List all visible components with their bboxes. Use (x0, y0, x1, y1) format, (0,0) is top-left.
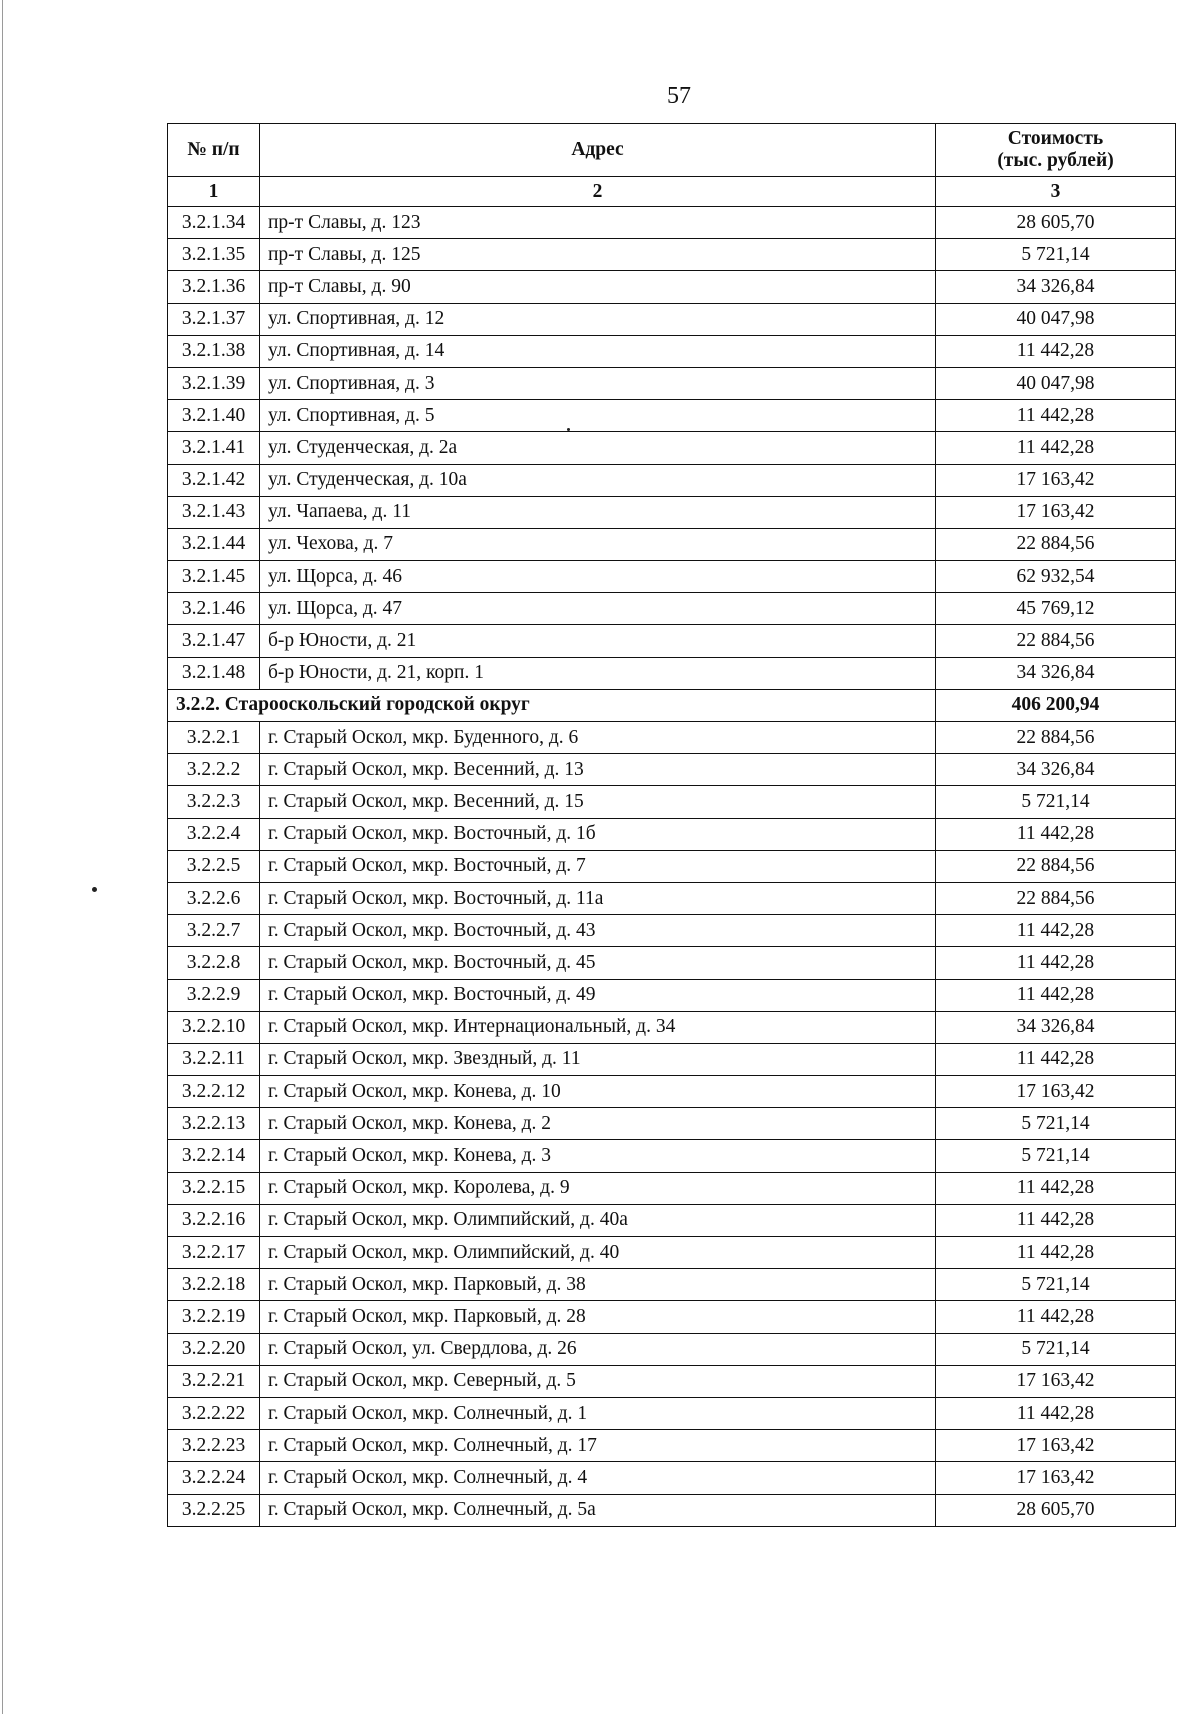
table-row (168, 625, 1176, 657)
table-row (168, 1365, 1176, 1397)
row-address: г. Старый Оскол, мкр. Конева, д. 2 (260, 1108, 936, 1140)
row-address: г. Старый Оскол, мкр. Олимпийский, д. 40а (260, 1204, 936, 1236)
row-address: г. Старый Оскол, мкр. Звездный, д. 11 (260, 1043, 936, 1075)
row-cost: 5 721,14 (936, 239, 1176, 271)
row-number: 3.2.2.3 (168, 786, 260, 818)
table-row (168, 1108, 1176, 1140)
row-number: 3.2.1.47 (168, 625, 260, 657)
row-number: 3.2.1.43 (168, 496, 260, 528)
row-number: 3.2.2.21 (168, 1365, 260, 1397)
table-row (168, 1172, 1176, 1204)
table-row (168, 882, 1176, 914)
header-num: № п/п (168, 124, 260, 177)
row-cost: 5 721,14 (936, 1140, 1176, 1172)
table-row (168, 1237, 1176, 1269)
row-address: г. Старый Оскол, мкр. Олимпийский, д. 40 (260, 1237, 936, 1269)
table-row (168, 1269, 1176, 1301)
row-address: г. Старый Оскол, мкр. Восточный, д. 45 (260, 947, 936, 979)
row-number: 3.2.1.39 (168, 367, 260, 399)
row-number: 3.2.1.46 (168, 593, 260, 625)
row-number: 3.2.1.44 (168, 528, 260, 560)
row-number: 3.2.2.19 (168, 1301, 260, 1333)
row-cost: 11 442,28 (936, 818, 1176, 850)
row-number: 3.2.1.36 (168, 271, 260, 303)
row-address: г. Старый Оскол, мкр. Весенний, д. 13 (260, 754, 936, 786)
row-address: г. Старый Оскол, мкр. Интернациональный, д. 34 (260, 1011, 936, 1043)
row-number: 3.2.2.20 (168, 1333, 260, 1365)
table-row (168, 271, 1176, 303)
row-cost: 5 721,14 (936, 1269, 1176, 1301)
section-total-cost: 406 200,94 (936, 689, 1176, 721)
row-address: г. Старый Оскол, мкр. Восточный, д. 43 (260, 915, 936, 947)
row-cost: 40 047,98 (936, 367, 1176, 399)
row-number: 3.2.2.22 (168, 1397, 260, 1429)
row-cost: 40 047,98 (936, 303, 1176, 335)
row-address: г. Старый Оскол, мкр. Восточный, д. 49 (260, 979, 936, 1011)
table-body (168, 207, 1176, 1527)
row-address: г. Старый Оскол, мкр. Восточный, д. 7 (260, 850, 936, 882)
row-cost: 11 442,28 (936, 915, 1176, 947)
row-cost: 17 163,42 (936, 1462, 1176, 1494)
row-number: 3.2.2.4 (168, 818, 260, 850)
row-address: г. Старый Оскол, мкр. Парковый, д. 38 (260, 1269, 936, 1301)
row-address: г. Старый Оскол, ул. Свердлова, д. 26 (260, 1333, 936, 1365)
row-cost: 5 721,14 (936, 786, 1176, 818)
row-address: ул. Щорса, д. 47 (260, 593, 936, 625)
row-address: г. Старый Оскол, мкр. Весенний, д. 15 (260, 786, 936, 818)
header-cost (936, 124, 1176, 177)
row-number: 3.2.2.13 (168, 1108, 260, 1140)
row-number: 3.2.2.2 (168, 754, 260, 786)
row-number: 3.2.2.17 (168, 1237, 260, 1269)
row-cost: 17 163,42 (936, 1365, 1176, 1397)
row-cost: 11 442,28 (936, 432, 1176, 464)
row-cost: 34 326,84 (936, 271, 1176, 303)
row-address: г. Старый Оскол, мкр. Восточный, д. 11а (260, 882, 936, 914)
row-number: 3.2.1.42 (168, 464, 260, 496)
row-cost: 11 442,28 (936, 1397, 1176, 1429)
table-row (168, 1043, 1176, 1075)
row-number: 3.2.2.18 (168, 1269, 260, 1301)
row-cost: 62 932,54 (936, 561, 1176, 593)
row-number: 3.2.1.35 (168, 239, 260, 271)
row-address: б-р Юности, д. 21 (260, 625, 936, 657)
table-row (168, 915, 1176, 947)
row-number: 3.2.2.15 (168, 1172, 260, 1204)
row-address: г. Старый Оскол, мкр. Солнечный, д. 4 (260, 1462, 936, 1494)
table-row (168, 818, 1176, 850)
row-number: 3.2.2.24 (168, 1462, 260, 1494)
row-number: 3.2.1.41 (168, 432, 260, 464)
row-number: 3.2.2.16 (168, 1204, 260, 1236)
row-address: ул. Спортивная, д. 12 (260, 303, 936, 335)
row-address: ул. Чапаева, д. 11 (260, 496, 936, 528)
row-address: пр-т Славы, д. 123 (260, 207, 936, 239)
row-address: ул. Студенческая, д. 10а (260, 464, 936, 496)
row-address: г. Старый Оскол, мкр. Конева, д. 3 (260, 1140, 936, 1172)
section-title: 3.2.2. Старооскольский городской округ (168, 689, 936, 721)
table-row (168, 335, 1176, 367)
row-cost: 22 884,56 (936, 882, 1176, 914)
row-number: 3.2.2.11 (168, 1043, 260, 1075)
table-row (168, 528, 1176, 560)
section-row (168, 689, 1176, 721)
table-row (168, 786, 1176, 818)
row-cost: 34 326,84 (936, 754, 1176, 786)
column-index-address: 2 (260, 177, 936, 207)
row-address: ул. Спортивная, д. 3 (260, 367, 936, 399)
row-address: г. Старый Оскол, мкр. Солнечный, д. 17 (260, 1430, 936, 1462)
table-row (168, 1494, 1176, 1526)
table-row (168, 593, 1176, 625)
row-cost: 17 163,42 (936, 464, 1176, 496)
table-row (168, 239, 1176, 271)
row-address: г. Старый Оскол, мкр. Северный, д. 5 (260, 1365, 936, 1397)
row-number: 3.2.2.23 (168, 1430, 260, 1462)
row-number: 3.2.1.34 (168, 207, 260, 239)
table-row (168, 1076, 1176, 1108)
table-row (168, 207, 1176, 239)
row-number: 3.2.2.25 (168, 1494, 260, 1526)
row-address: г. Старый Оскол, мкр. Королева, д. 9 (260, 1172, 936, 1204)
table-row (168, 1430, 1176, 1462)
scan-speck (92, 887, 97, 892)
row-cost: 11 442,28 (936, 979, 1176, 1011)
row-cost: 17 163,42 (936, 1076, 1176, 1108)
row-cost: 22 884,56 (936, 528, 1176, 560)
header-cost-line1: Стоимость (1007, 128, 1104, 149)
row-cost: 5 721,14 (936, 1333, 1176, 1365)
table-row (168, 722, 1176, 754)
row-number: 3.2.1.37 (168, 303, 260, 335)
table-header-row (168, 124, 1176, 177)
row-number: 3.2.2.12 (168, 1076, 260, 1108)
table-row (168, 1204, 1176, 1236)
row-number: 3.2.2.8 (168, 947, 260, 979)
row-address: ул. Спортивная, д. 5 (260, 400, 936, 432)
row-number: 3.2.1.40 (168, 400, 260, 432)
row-cost: 45 769,12 (936, 593, 1176, 625)
row-cost: 11 442,28 (936, 335, 1176, 367)
row-cost: 17 163,42 (936, 496, 1176, 528)
row-cost: 22 884,56 (936, 850, 1176, 882)
row-address: ул. Спортивная, д. 14 (260, 335, 936, 367)
row-number: 3.2.1.45 (168, 561, 260, 593)
scan-margin-line (2, 0, 3, 1714)
row-number: 3.2.1.48 (168, 657, 260, 689)
row-address: ул. Щорса, д. 46 (260, 561, 936, 593)
table-row (168, 561, 1176, 593)
column-index-row (168, 177, 1176, 207)
row-cost: 34 326,84 (936, 657, 1176, 689)
table-row (168, 303, 1176, 335)
column-index-cost: 3 (936, 177, 1176, 207)
table-row (168, 1011, 1176, 1043)
table-row (168, 850, 1176, 882)
table-row (168, 947, 1176, 979)
row-address: б-р Юности, д. 21, корп. 1 (260, 657, 936, 689)
column-index-num: 1 (168, 177, 260, 207)
table-row (168, 464, 1176, 496)
row-address: г. Старый Оскол, мкр. Солнечный, д. 5а (260, 1494, 936, 1526)
row-number: 3.2.2.10 (168, 1011, 260, 1043)
row-address: ул. Студенческая, д. 2а (260, 432, 936, 464)
table-row (168, 367, 1176, 399)
header-address: Адрес (260, 124, 936, 177)
address-cost-table (167, 123, 1176, 1527)
table-row (168, 1462, 1176, 1494)
row-cost: 22 884,56 (936, 625, 1176, 657)
row-cost: 28 605,70 (936, 207, 1176, 239)
table-row (168, 496, 1176, 528)
table-row (168, 400, 1176, 432)
page-number: 57 (667, 83, 691, 109)
row-address: г. Старый Оскол, мкр. Конева, д. 10 (260, 1076, 936, 1108)
row-number: 3.2.2.1 (168, 722, 260, 754)
table-row (168, 1397, 1176, 1429)
table-row (168, 1301, 1176, 1333)
row-address: г. Старый Оскол, мкр. Солнечный, д. 1 (260, 1397, 936, 1429)
row-cost: 11 442,28 (936, 947, 1176, 979)
row-cost: 5 721,14 (936, 1108, 1176, 1140)
row-number: 3.2.2.6 (168, 882, 260, 914)
row-address: пр-т Славы, д. 90 (260, 271, 936, 303)
table-row (168, 1140, 1176, 1172)
row-number: 3.2.2.7 (168, 915, 260, 947)
table-row (168, 657, 1176, 689)
row-cost: 22 884,56 (936, 722, 1176, 754)
row-cost: 11 442,28 (936, 1301, 1176, 1333)
row-cost: 28 605,70 (936, 1494, 1176, 1526)
table-row (168, 1333, 1176, 1365)
table-row (168, 754, 1176, 786)
row-address: г. Старый Оскол, мкр. Парковый, д. 28 (260, 1301, 936, 1333)
row-cost: 11 442,28 (936, 1043, 1176, 1075)
row-cost: 11 442,28 (936, 1204, 1176, 1236)
row-cost: 11 442,28 (936, 1172, 1176, 1204)
table-row (168, 432, 1176, 464)
row-cost: 11 442,28 (936, 1237, 1176, 1269)
row-number: 3.2.2.14 (168, 1140, 260, 1172)
row-address: пр-т Славы, д. 125 (260, 239, 936, 271)
row-address: г. Старый Оскол, мкр. Восточный, д. 1б (260, 818, 936, 850)
row-number: 3.2.2.9 (168, 979, 260, 1011)
header-cost-line2: (тыс. рублей) (997, 150, 1114, 171)
row-cost: 34 326,84 (936, 1011, 1176, 1043)
row-number: 3.2.2.5 (168, 850, 260, 882)
row-address: г. Старый Оскол, мкр. Буденного, д. 6 (260, 722, 936, 754)
table-row (168, 979, 1176, 1011)
row-number: 3.2.1.38 (168, 335, 260, 367)
row-address: ул. Чехова, д. 7 (260, 528, 936, 560)
row-cost: 11 442,28 (936, 400, 1176, 432)
row-cost: 17 163,42 (936, 1430, 1176, 1462)
